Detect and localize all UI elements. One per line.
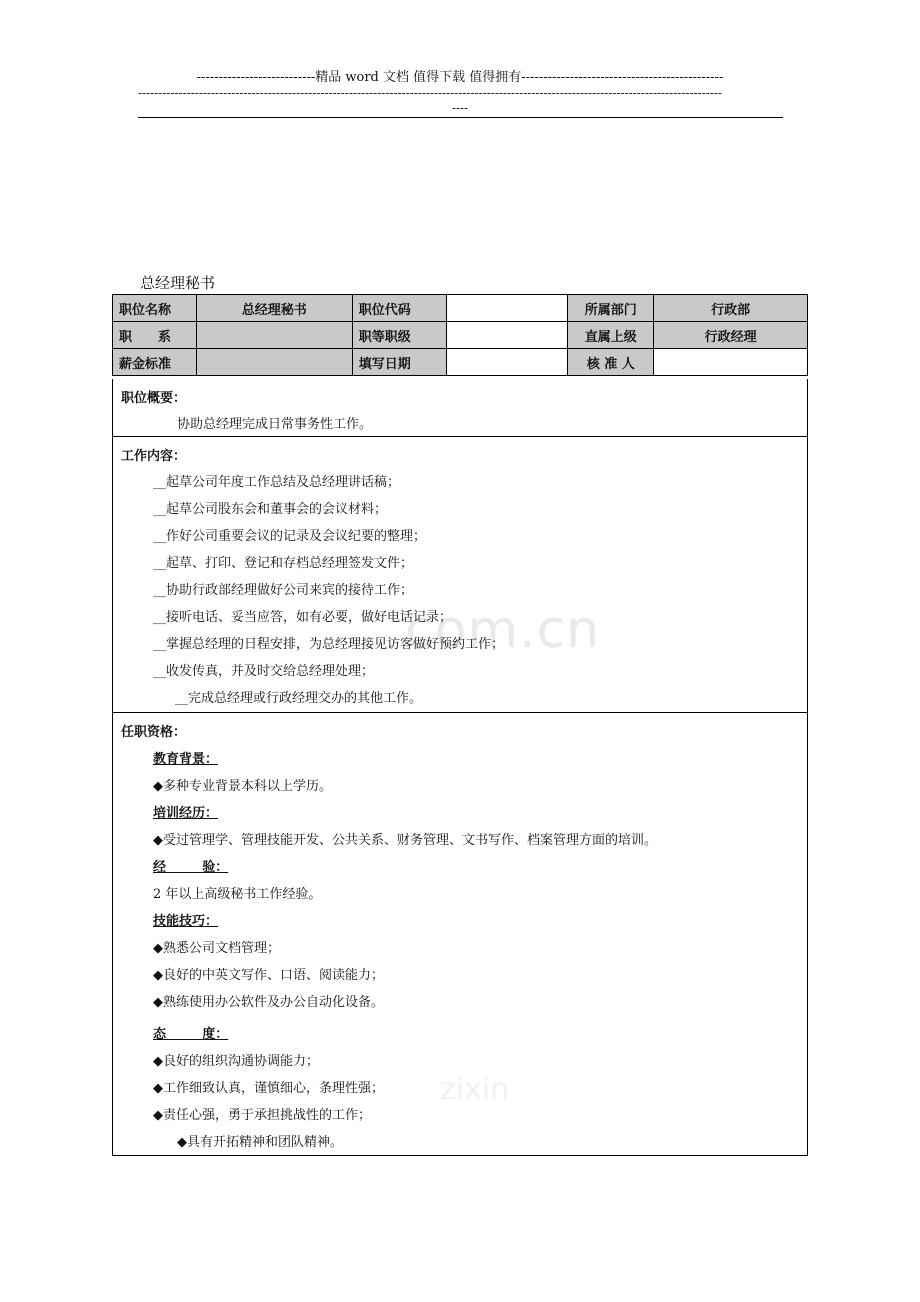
list-item: ◆工作细致认真，谨慎细心，条理性强； [153, 1081, 384, 1096]
table-row [113, 349, 808, 376]
training-text: ◆受过管理学、管理技能开发、公共关系、财务管理、文书写作、档案管理方面的培训。 [153, 833, 657, 848]
value-job-grade [446, 322, 568, 349]
table-row [113, 322, 808, 349]
value-salary-standard [196, 349, 352, 376]
table-row [113, 295, 808, 322]
header-dash-line: ------------------------------------------------------------------------------------------------------------------------------------------------ [138, 86, 722, 100]
value-position-name: 总经理秘书 [196, 295, 352, 322]
header-banner: ---------------------------精品 word 文档 值得下载 值得拥有---------------------------------------------- [196, 70, 724, 85]
label-department: 所属部门 [568, 295, 654, 322]
header-dash-tail: ---- [451, 101, 469, 115]
list-item: ◆熟悉公司文档管理； [153, 941, 280, 956]
value-position-code [446, 295, 568, 322]
list-item: __起草、打印、登记和存档总经理签发文件； [153, 556, 414, 571]
list-item: ◆良好的中英文写作、口语、阅读能力； [153, 968, 384, 983]
overview-text: 协助总经理完成日常事务性工作。 [177, 417, 373, 432]
overview-heading: 职位概要： [121, 391, 187, 406]
position-info-table [112, 294, 808, 376]
list-item: __起草公司股东会和董事会的会议材料； [153, 502, 388, 517]
overview-section [112, 379, 808, 437]
list-item: __收发传真，并及时交给总经理处理； [153, 664, 375, 679]
label-fill-date: 填写日期 [352, 349, 446, 376]
header-rule [138, 117, 783, 118]
value-approver [654, 349, 808, 376]
list-item: __起草公司年度工作总结及总经理讲话稿； [153, 475, 401, 490]
watermark: com.cn [405, 600, 601, 660]
education-text: ◆多种专业背景本科以上学历。 [153, 779, 332, 794]
label-position-name: 职位名称 [113, 295, 197, 322]
list-item: ◆责任心强，勇于承担挑战性的工作； [153, 1108, 371, 1123]
list-item: __掌握总经理的日程安排，为总经理接见访客做好预约工作； [153, 637, 505, 652]
attitude-label: 态 度： [153, 1027, 229, 1042]
value-direct-superior: 行政经理 [654, 322, 808, 349]
qualifications-section [112, 712, 808, 1156]
duties-heading: 工作内容： [121, 449, 187, 464]
label-direct-superior: 直属上级 [568, 322, 654, 349]
label-position-code: 职位代码 [352, 295, 446, 322]
list-item: ◆具有开拓精神和团队精神。 [177, 1135, 343, 1150]
experience-label: 经 验： [153, 860, 229, 875]
value-fill-date [446, 349, 568, 376]
list-item: ◆熟练使用办公软件及办公自动化设备。 [153, 995, 384, 1010]
qualifications-heading: 任职资格： [121, 725, 187, 740]
list-item: __作好公司重要会议的记录及会议纪要的整理； [153, 529, 427, 544]
label-job-family: 职 系 [113, 322, 197, 349]
document-title: 总经理秘书 [140, 274, 216, 292]
label-approver: 核 准 人 [568, 349, 654, 376]
value-department: 行政部 [654, 295, 808, 322]
value-job-family [196, 322, 352, 349]
label-job-grade: 职等职级 [352, 322, 446, 349]
list-item: __接听电话、妥当应答，如有必要，做好电话记录； [153, 610, 453, 625]
skills-label: 技能技巧： [153, 914, 219, 929]
duties-section [112, 437, 808, 713]
label-salary-standard: 薪金标准 [113, 349, 197, 376]
list-item: __协助行政部经理做好公司来宾的接待工作； [153, 583, 414, 598]
list-item: __完成总经理或行政经理交办的其他工作。 [175, 691, 423, 706]
experience-text: 2 年以上高级秘书工作经验。 [153, 887, 322, 902]
training-label: 培训经历： [153, 806, 219, 821]
list-item: ◆良好的组织沟通协调能力； [153, 1054, 319, 1069]
education-label: 教育背景： [153, 752, 219, 767]
watermark-faint: zixin [440, 1072, 510, 1107]
